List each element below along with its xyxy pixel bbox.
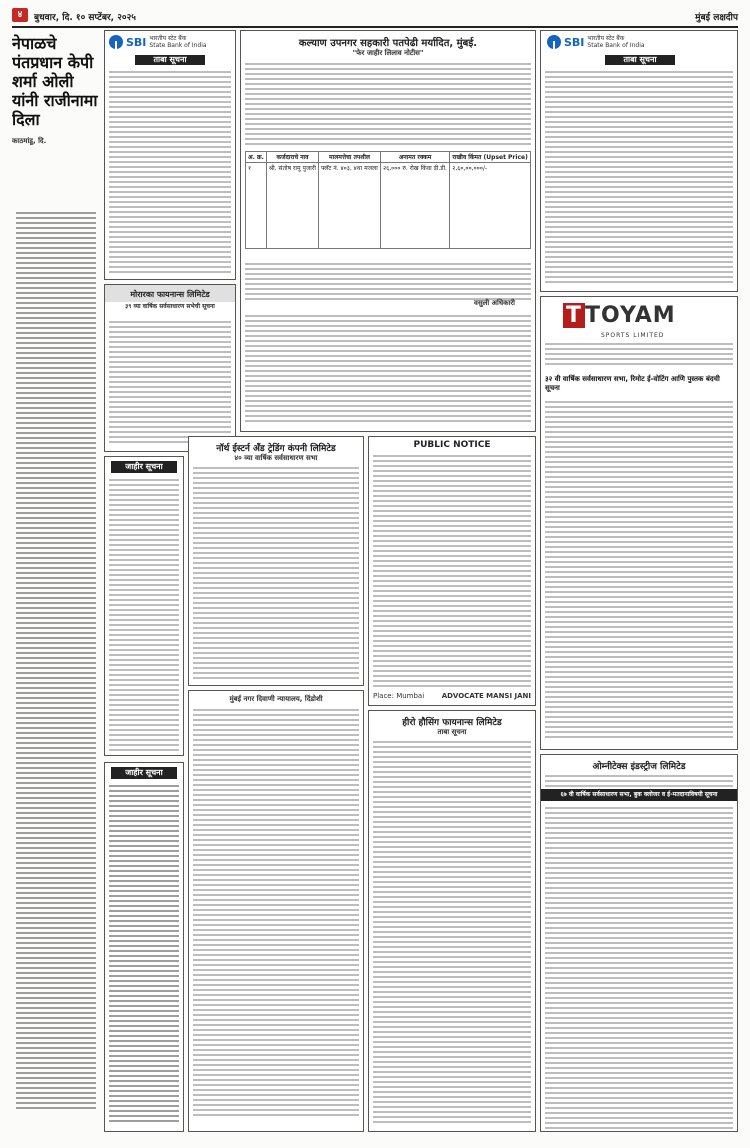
- table-header: अनामत रक्कम: [380, 152, 449, 163]
- court-notice-title: मुंबई नगर दिवाणी न्यायालय, दिंडोशी: [229, 695, 323, 703]
- news-headline: नेपाळचे पंतप्रधान केपी शर्मा ओली यांनी राजीनामा दिला: [12, 34, 98, 129]
- newspaper-name: मुंबई लक्षदीप: [695, 13, 738, 23]
- table-header: अ. क्र.: [246, 152, 267, 163]
- news-dateline: काठमांडू, दि.: [12, 137, 47, 145]
- morarka-title: मोरारका फायनान्स लिमिटेड: [105, 285, 235, 302]
- omnitex-title: ओम्नीटेक्स इंडस्ट्रीज लिमिटेड: [592, 762, 686, 772]
- kalyan-signature: वसुली अधिकारी: [474, 299, 515, 307]
- kalyan-auction-notice: [240, 30, 536, 432]
- toyam-tagline: SPORTS LIMITED: [601, 332, 665, 339]
- sbi-logo: SBI भारतीय स्टेट बैंक State Bank of India: [109, 35, 207, 49]
- table-cell: १: [246, 163, 267, 249]
- sbi-logo-icon: [547, 35, 561, 49]
- sbi-logo-right: SBI भारतीय स्टेट बैंक State Bank of India: [547, 35, 645, 49]
- public-notice-left-2: [104, 762, 184, 1132]
- omnitex-notice: [540, 754, 738, 1132]
- table-header: राखीव किंमत (Upset Price): [450, 152, 531, 163]
- public-notice-title-2: जाहीर सूचना: [111, 767, 177, 779]
- table-header: कर्जदाराचे नाव: [266, 152, 318, 163]
- kalyan-title: कल्याण उपनगर सहकारी पतपेढी मर्यादित, मुंबई.: [298, 38, 478, 49]
- sbi-notice-right: [540, 30, 738, 292]
- north-eastern-subtitle: ४० व्या वार्षिक सर्वसाधारण सभा: [234, 454, 318, 462]
- public-notice-en-title: PUBLIC NOTICE: [413, 440, 491, 450]
- toyam-logo: T TOYAM: [563, 303, 676, 328]
- public-notice-title: जाहीर सूचना: [111, 461, 177, 473]
- table-cell: श्री. संतोष रामू पुजारी: [266, 163, 318, 249]
- omnitex-subtitle: ६७ वी वार्षिक सर्वसाधारण सभा, बुक क्लोजर व ई-मतदानाविषयी सूचना: [541, 789, 737, 801]
- north-eastern-title: नॉर्थ ईस्टर्न अँड ट्रेडिंग कंपनी लिमिटेड: [216, 444, 336, 454]
- morarka-notice: [104, 284, 236, 452]
- page-header: [12, 6, 738, 28]
- public-notice-advocate: ADVOCATE MANSI JANI: [441, 692, 531, 700]
- hero-subtitle: ताबा सूचना: [437, 728, 467, 736]
- page-number: ४: [12, 8, 28, 22]
- sbi-notice-left: [104, 30, 236, 280]
- sbi-notice-title: ताबा सूचना: [135, 55, 205, 65]
- news-body: [16, 212, 96, 1122]
- hero-title: हीरो हौसिंग फायनान्स लिमिटेड: [402, 718, 502, 728]
- public-notice-english: [368, 436, 536, 706]
- kalyan-property-table: [245, 151, 531, 249]
- sbi-right-notice-title: ताबा सूचना: [605, 55, 675, 65]
- table-cell: २६,००० रु. रोख किंवा डी.डी.: [380, 163, 449, 249]
- morarka-subtitle: ३९ व्या वार्षिक सर्वसाधारण सभेची सूचना: [125, 303, 215, 310]
- table-cell: २,६०,००,०००/-: [450, 163, 531, 249]
- hero-housing-notice: [368, 710, 536, 1132]
- news-article: [12, 34, 100, 1134]
- toyam-heading: ३२ वी वार्षिक सर्वसाधारण सभा, रिमोट ई-वोटिंग आणि पुस्तक बंदची सूचना: [545, 375, 720, 392]
- page-date: बुधवार, दि. १० सप्टेंबर, २०२५: [34, 13, 136, 23]
- toyam-notice: [540, 296, 738, 750]
- public-notice-left-1: [104, 456, 184, 756]
- kalyan-subtitle: "फेर जाहीर लिलाव नोटीस": [352, 49, 424, 57]
- court-notice: [188, 690, 364, 1132]
- north-eastern-notice: [188, 436, 364, 686]
- public-notice-place: Place: Mumbai: [373, 692, 425, 700]
- sbi-logo-icon: [109, 35, 123, 49]
- table-cell: फ्लॅट नं. ४०३, ४था मजला: [319, 163, 381, 249]
- table-header: मालमत्तेचा तपशील: [319, 152, 381, 163]
